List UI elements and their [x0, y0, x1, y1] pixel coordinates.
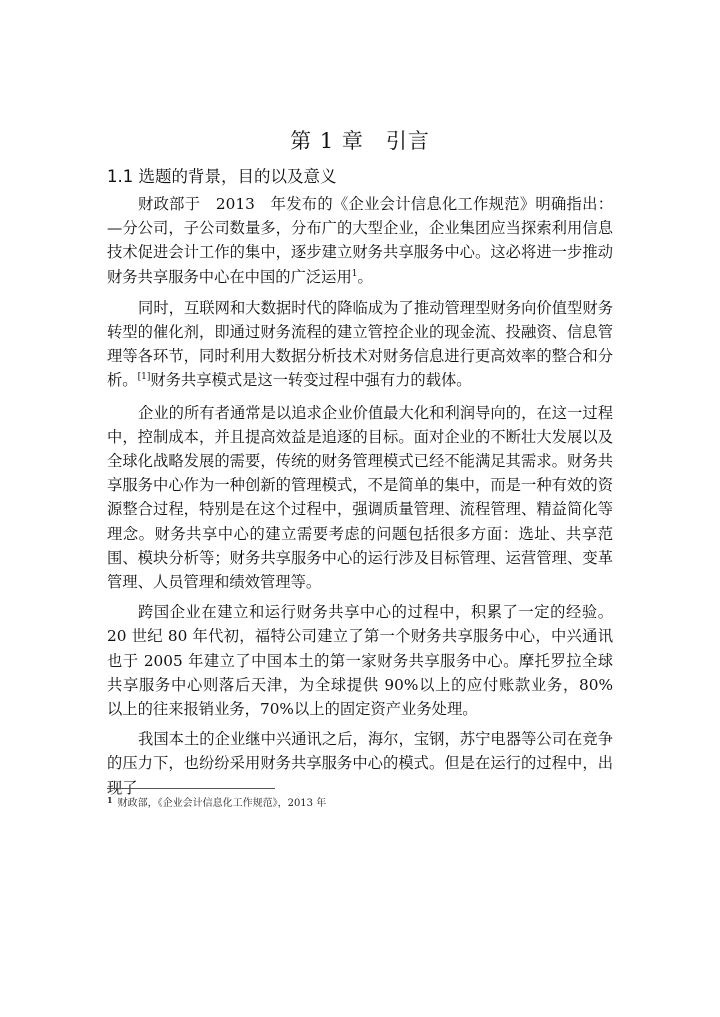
paragraph-2-tail: 财务共享模式是这一转变过程中强有力的载体。	[150, 371, 472, 390]
paragraph-3-text: 企业的所有者通常是以追求企业价值最大化和利润导向的，在这一过程中，控制成本，并且提高效益是追逐的目标。面对企业的不断壮大发展以及全球化战略发展的需要，传统的财务管理模式已经不能满足其需求。财务共享服务中心作为一种创新的管理模式，不是简单的集中，而是一种有效的资源整合过程，特别是在这个过程中，强调质量管理、流程管理、精益简化等理念。财务共享中心的建立需要考虑的问题包括很多方面：选址、共享范围、模块分析等；财务共享服务中心的运行涉及目标管理、运营管理、变革管理、人员管理和绩效管理等。	[107, 403, 613, 592]
footnote-divider	[107, 788, 275, 789]
footnote	[107, 793, 326, 811]
paragraph-4	[107, 600, 613, 721]
chapter-title: 第 1 章 引言	[290, 129, 430, 153]
paragraph-5-text: 我国本土的企业继中兴通讯之后，海尔，宝钢，苏宁电器等公司在竞争的压力下，也纷纷采用财务共享服务中心的模式。但是在运行的过程中，出现了	[107, 730, 613, 797]
paragraph-2-text: 同时，互联网和大数据时代的降临成为了推动管理型财务向价值型财务转型的催化剂，即通过财务流程的建立管控企业的现金流、投融资、信息管理等各环节，同时利用大数据分析技术对财务信息进行更高效率的整合和分析。	[107, 298, 613, 390]
paragraph-1	[107, 192, 613, 289]
paragraph-1-text: 财政部于 2013 年发布的《企业会计信息化工作规范》明确指出：—分公司，子公司数量多，分布广的大型企业，企业集团应当探索利用信息技术促进会计工作的集中，逐步建立财务共享服务中心。这必将进一步推动财务共享服务中心在中国的广泛运用	[107, 195, 613, 286]
body-text	[107, 192, 613, 800]
paragraph-2	[107, 296, 613, 393]
footnote-text: 财政部，《企业会计信息化工作规范》，2013 年	[117, 798, 327, 809]
paragraph-4-text: 跨国企业在建立和运行财务共享中心的过程中，积累了一定的经验。20 世纪 80 年代初，福特公司建立了第一个财务共享服务中心，中兴通讯也于 2005 年建立了中国本土的第一家财务共享服务中心。摩托罗拉全球共享服务中心则落后天津，为全球提供 90%以上的应付账款业务，80% 以上的往来报销业务，70%以上的固定资产业务处理。	[107, 603, 613, 719]
footnote-ref-1: 1	[351, 268, 358, 279]
paragraph-3	[107, 401, 613, 595]
footnote-mark: 1	[107, 795, 113, 805]
paragraph-1-tail: 。	[357, 267, 373, 286]
section-title: 1.1 选题的背景，目的以及意义	[107, 167, 337, 186]
citation-ref-1: [1]	[137, 372, 151, 383]
